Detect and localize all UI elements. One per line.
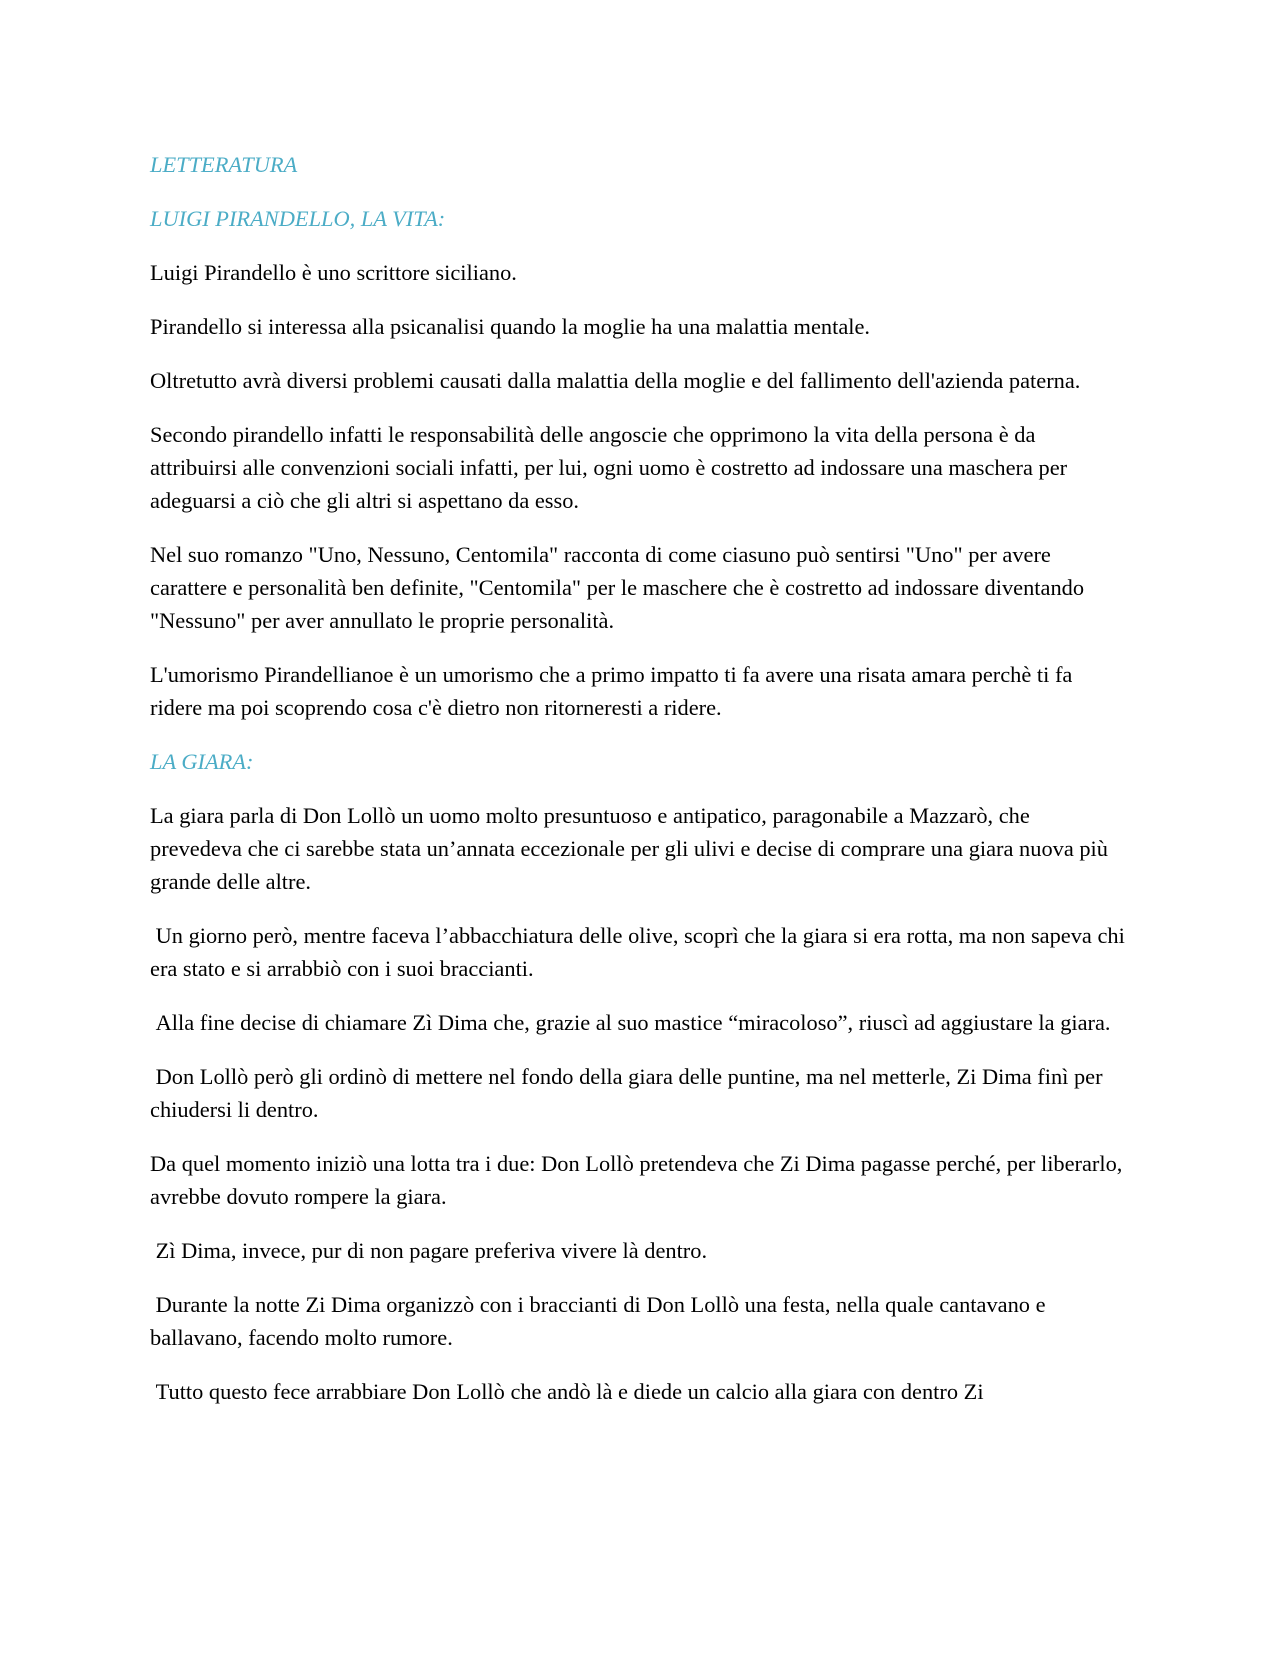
- paragraph: La giara parla di Don Lollò un uomo molto presuntuoso e antipatico, paragonabile a Mazzarò, che prevedeva che ci sarebbe stata un’annata eccezionale per gli ulivi e decise di comprare una giara nuova più grande delle altre.: [150, 803, 1114, 894]
- heading-pirandello-vita: LUIGI PIRANDELLO, LA VITA:: [150, 206, 446, 231]
- paragraph: Da quel momento iniziò una lotta tra i due: Don Lollò pretendeva che Zi Dima pagasse perché, per liberarlo, avrebbe dovuto rompere la giara.: [150, 1151, 1129, 1209]
- paragraph: Oltretutto avrà diversi problemi causati dalla malattia della moglie e del fallimento dell'azienda paterna.: [150, 368, 1081, 393]
- paragraph: Durante la notte Zi Dima organizzò con i braccianti di Don Lollò una festa, nella quale cantavano e ballavano, facendo molto rumore.: [150, 1292, 1052, 1350]
- paragraph: Alla fine decise di chiamare Zì Dima che, grazie al suo mastice “miracoloso”, riuscì ad aggiustare la giara.: [150, 1010, 1111, 1035]
- paragraph: Un giorno però, mentre faceva l’abbacchiatura delle olive, scoprì che la giara si era rotta, ma non sapeva chi era stato e si arrabbiò con i suoi braccianti.: [150, 923, 1131, 981]
- paragraph: Zì Dima, invece, pur di non pagare preferiva vivere là dentro.: [150, 1238, 708, 1263]
- paragraph: Tutto questo fece arrabbiare Don Lollò che andò là e diede un calcio alla giara con dentro Zi: [150, 1379, 984, 1404]
- heading-letteratura: LETTERATURA: [150, 152, 298, 177]
- heading-la-giara: LA GIARA:: [150, 749, 254, 774]
- paragraph: Luigi Pirandello è uno scrittore siciliano.: [150, 260, 517, 285]
- document-body: [150, 148, 1131, 1429]
- paragraph: Pirandello si interessa alla psicanalisi quando la moglie ha una malattia mentale.: [150, 314, 871, 339]
- paragraph: L'umorismo Pirandellianoe è un umorismo che a primo impatto ti fa avere una risata amara perchè ti fa ridere ma poi scoprendo cosa c'è dietro non ritorneresti a ridere.: [150, 662, 1078, 720]
- paragraph: Secondo pirandello infatti le responsabilità delle angoscie che opprimono la vita della persona è da attribuirsi alle convenzioni sociali infatti, per lui, ogni uomo è costretto ad indossare una maschera per adeguarsi a ciò che gli altri si aspettano da esso.: [150, 422, 1073, 513]
- paragraph: Don Lollò però gli ordinò di mettere nel fondo della giara delle puntine, ma nel metterle, Zi Dima finì per chiudersi li dentro.: [150, 1064, 1109, 1122]
- paragraph: Nel suo romanzo "Uno, Nessuno, Centomila" racconta di come ciasuno può sentirsi "Uno" per avere carattere e personalità ben definite, "Centomila" per le maschere che è costretto ad indossare diventando "Nessuno" per aver annullato le proprie personalità.: [150, 542, 1090, 633]
